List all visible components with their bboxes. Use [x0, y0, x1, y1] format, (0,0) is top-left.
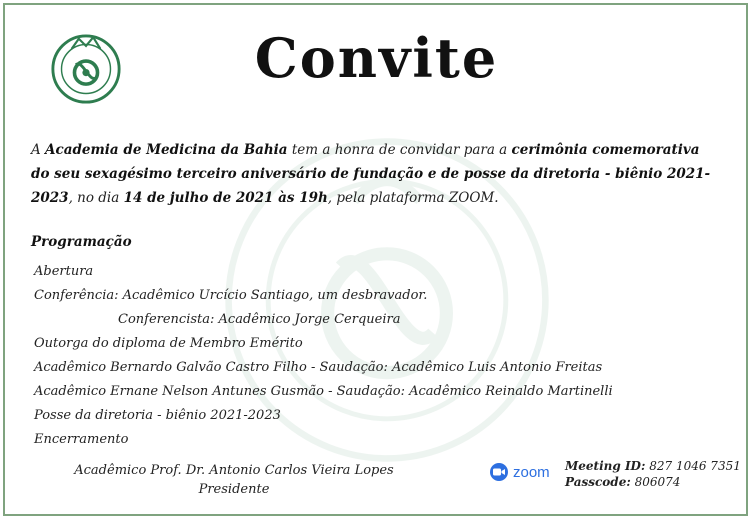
program-item: Conferencista: Acadêmico Jorge Cerqueira — [118, 312, 401, 327]
event-description: cerimônia comemorativa do seu sexagésimo terceiro aniversário de fundação e de posse da diretoria - biênio 2021-2023 — [31, 142, 711, 206]
program-list — [34, 260, 613, 452]
organization-name: Academia de Medicina da Bahia — [45, 142, 288, 158]
video-camera-icon — [490, 463, 508, 481]
program-item: Posse da diretoria - biênio 2021-2023 — [34, 408, 281, 423]
program-item: Acadêmico Bernardo Galvão Castro Filho - Saudação: Acadêmico Luis Antonio Freitas — [34, 360, 603, 375]
signature-block — [38, 461, 430, 499]
program-item: Conferência: Acadêmico Urcício Santiago, um desbravador. — [34, 288, 428, 303]
program-item: Abertura — [34, 264, 94, 279]
program-item: Encerramento — [34, 432, 129, 447]
meeting-info: Meeting ID: 827 1046 7351 Passcode: 806074 — [565, 459, 741, 489]
signer-name: Acadêmico Prof. Dr. Antonio Carlos Vieira Lopes — [74, 463, 394, 478]
passcode: 806074 — [634, 475, 681, 489]
signer-role: Presidente — [198, 482, 270, 497]
page-title: Convite — [254, 26, 499, 90]
program-item: Outorga do diploma de Membro Emérito — [34, 336, 303, 351]
program-item: Acadêmico Ernane Nelson Antunes Gusmão - Saudação: Acadêmico Reinaldo Martinelli — [34, 384, 613, 399]
meeting-id: 827 1046 7351 — [649, 459, 741, 473]
event-date: 14 de julho de 2021 às 19h — [123, 190, 328, 206]
zoom-logo — [490, 463, 550, 481]
zoom-wordmark: zoom — [513, 463, 550, 481]
invitation-text: A Academia de Medicina da Bahia tem a honra de convidar para a cerimônia comemorativa do seu sexagésimo terceiro aniversário de fundação e de posse da diretoria - biênio 2021-2023, no dia 14 de julho de 2021 às 19h, pela plataforma ZOOM. — [31, 142, 711, 206]
program-heading: Programação — [31, 234, 132, 250]
